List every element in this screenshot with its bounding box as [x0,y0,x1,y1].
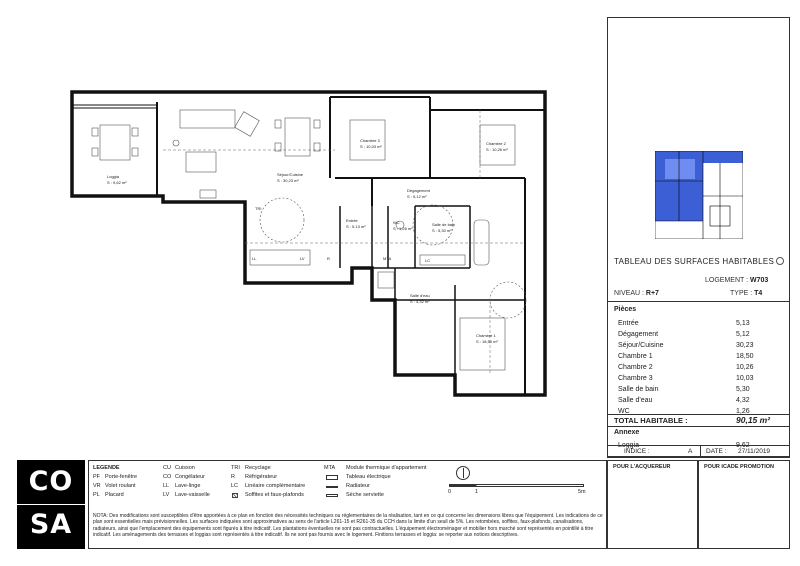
annexe-heading: Annexe [614,429,640,436]
piece-row: Chambre 1 18,50 [618,353,754,360]
sheet-title: TABLEAU DES SURFACES HABITABLES [614,257,784,266]
piece-row: Salle d'eau 4,32 [618,397,750,404]
type-row: TYPE : T4 [730,290,763,297]
lv-label: LV [300,256,305,261]
tri-label: TRI [255,206,262,211]
room-label-chambre-3: Chambre 3 [360,138,380,143]
bathtub [474,220,489,265]
room-label-sejour: Séjour/Cuisine [277,172,304,177]
total-label: TOTAL HABITABLE : [614,416,688,425]
annexe-value: 9,62 [736,442,750,449]
sofa [180,110,235,128]
electrical-panel-icon [326,475,338,480]
room-label-sdb: Salle de bain [432,222,456,227]
bed-chambre-1 [460,318,505,370]
logement-row: LOGEMENT : W703 [705,277,769,284]
pieces-heading: Pièces [614,306,637,313]
mta-label: MTA [383,256,392,261]
towel-dryer-icon [326,494,338,497]
dining-table [285,118,310,156]
niveau-row: NIVEAU : R+7 [614,290,659,297]
legal-note: NOTA: Des modifications sont susceptibles d'être apportées à ce plan en fonction des nécessités techniques ou réglementaires de la réalisation, tant en ce qui concerne les dimensions libres que l'équipement. Les indications de ce plan sont essentielles mais prévisionnelles. Les surfaces indiquées sont approximatives au sens de l'article L261-15 et R261-35 du CCH dans la limite d'un seuil de 5%. Les retombées, soffites, faux-plafonds, canalisations, radiateurs, ainsi que l'emplacement des équipements sont figurés à titre indicatif. Les plantations éventuelles ne sont pas contractuelles. L'équipement électroménager et mobilier hors marché sont représentés en pointillé à titre indicatif. Les aménagements des terrasses et loggias sont représentés à titre indicatif. Ils ne sont pas fournis avec le logement. Finitions terrasses et loggia: se reporter aux notices descriptives. [93,513,603,538]
room-area-sejour: S : 30,23 m² [277,178,299,183]
room-area-degagement: S : 5,12 m² [407,194,427,199]
room-label-entree: Entrée [346,218,358,223]
ll-label: LL [252,256,257,261]
legend-box: LEGENDE PF Porte-fenêtre VR Volet roulant PL Placard CU Cuisson CO Congélateur LL Lave-linge LV Lave-vaisselle TRI Recyclage R Réfrigérateur LC Linéaire complémentaire Soffites et faux-plafonds MTA Module thermique d'appartement Tableau électrique Radiateur Sèche serviette 0 1 5m NOTA: Des modifications sont susceptibles d'être apportées à ce plan en fonction des nécessités techniques ou réglementaires de la réalisation, tant en ce qui concerne les dimensions libres que l'équipement. Les indications de ce plan sont essentielles mais prévisionnelles. Les surfaces indiquées sont approximatives au sens de l'article L261-15 et R261-35 du CCH dans la limite d'un seuil de 5%. Les retombées, soffites, faux-plafonds, canalisations, radiateurs, ainsi que l'emplacement des équipements sont figurés à titre indicatif. Les plantations éventuelles ne sont pas contractuelles. L'équipement électroménager et mobilier hors marché sont représentés en pointillé à titre indicatif. Les aménagements des terrasses et loggias sont représentés à titre indicatif. Ils ne sont pas fournis avec le logement. Finitions terrasses et loggia: se reporter aux notices descriptives. [88,460,607,549]
annexe-row: Loggia [618,442,640,449]
piece-row: Chambre 3 10,03 [618,375,754,382]
piece-row: Chambre 2 10,26 [618,364,754,371]
room-label-wc: WC [393,220,400,225]
building-key-plan [655,151,743,239]
room-label-sde: Salle d'eau [410,293,430,298]
piece-row: Entrée 5,13 [618,320,750,327]
loggia-table [100,125,130,160]
room-area-sde: S : 4,32 m² [410,299,430,304]
room-label-loggia: Loggia [107,174,120,179]
legend-title: LEGENDE [93,465,120,471]
room-area-sdb: S : 5,30 m² [432,228,452,233]
signature-icade: POUR ICADE PROMOTION [698,460,790,549]
piece-row: WC 1,26 [618,408,750,415]
radiator-icon [326,486,338,488]
lc-label: LC [425,258,431,263]
piece-row: Salle de bain 5,30 [618,386,750,393]
room-area-entree: S : 5,13 m² [346,224,366,229]
surfaces-panel [607,17,790,458]
scale-bar [449,484,584,487]
room-area-chambre-3: S : 10,03 m² [360,144,382,149]
cosa-logo: CO SA [17,460,85,549]
piece-row: Séjour/Cuisine 30,23 [618,342,754,349]
room-label-chambre-1: Chambre 1 [476,333,496,338]
r-label: R [327,256,330,261]
room-label-chambre-2: Chambre 2 [486,141,506,146]
info-circle-icon [776,257,784,265]
index-date-bar: INDICE : A DATE : 27/11/2019 [607,445,790,457]
piece-row: Dégagement 5,12 [618,331,750,338]
north-arrow-icon [456,466,470,480]
room-area-loggia: S : 9,62 m² [107,180,127,185]
total-value: 90,15 m² [736,415,771,425]
room-area-wc: S : 1,26 m² [393,226,413,231]
soffite-hatch-icon [232,493,238,498]
room-area-chambre-2: S : 10,26 m² [486,147,508,152]
signature-acquereur: POUR L'ACQUEREUR [607,460,698,549]
pieces-list [618,320,788,419]
room-area-chambre-1: S : 18,50 m² [476,339,498,344]
title-block [17,460,607,550]
room-label-degagement: Dégagement [407,188,430,193]
